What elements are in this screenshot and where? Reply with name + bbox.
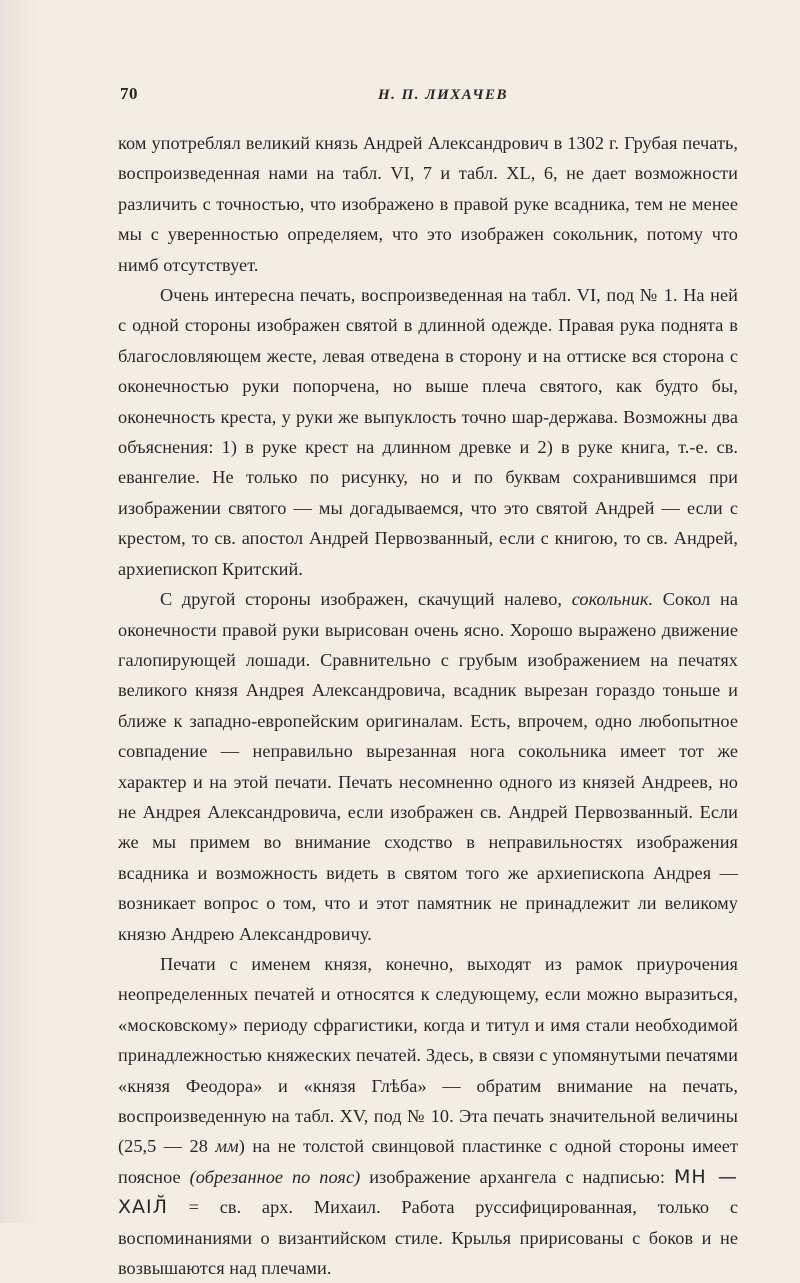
seal-inscription: МН — ХАІЛ̆ [118, 1165, 738, 1219]
paragraph-4-text-1: Печати с именем князя, конечно, выходят из рамок приурочения неопределенных печатей и относятся к следующему, если можно выразиться, «московскому» периоду сфрагистики, когда и титул и имя стали необходимой принадлежностью княжеских печатей. Здесь, в связи с упомянутыми печатями «князя Феодора» и «князя Глѣба» — обратим внимание на печать, воспроизведенную на табл. XV, под № 10. Эта печать значительной величины (25,5 — 28 [118, 953, 738, 1157]
page-number: 70 [120, 84, 138, 103]
paragraph-3-text-start: С другой стороны изображен, скачущий налево, [160, 589, 572, 610]
paragraph-1-text: ком употреблял великий князь Андрей Александрович в 1302 г. Грубая печать, воспроизведенная нами на табл. VI, 7 и табл. XL, 6, не дает возможности различить с точностью, что изображено в правой руке всадника, тем не менее мы с уверенностью определяем, что это изображен сокольник, потому что нимб отсутствует. [118, 133, 738, 275]
paragraph-2 [118, 280, 738, 584]
paragraph-4-text-2: ) на не толстой свинцовой пластинке с одной стороны имеет поясное [118, 1136, 738, 1187]
paragraph-4 [118, 949, 738, 1283]
running-title: Н. П. ЛИХАЧЕВ [377, 87, 509, 103]
paragraph-4-emphasis: (обрезанное по пояс) [189, 1166, 361, 1187]
body-text [118, 128, 738, 1283]
paragraph-1 [118, 128, 738, 280]
paragraph-2-text: Очень интересна печать, воспроизведенная на табл. VI, под № 1. На ней с одной стороны изображен святой в длинной одежде. Правая рука поднята в благословляющем жесте, левая отведена в сторону и на оттиске вся сторона с оконечностью руки попорчена, но выше плеча святого, как будто бы, оконечность креста, у руки же выпуклость точно шар-держава. Возможны два объяснения: 1) в руке крест на длинном древке и 2) в руке книга, т.-е. св. евангелие. Не только по рисунку, но и по буквам сохранившимся при изображении святого — мы догадываемся, что это святой Андрей — если с крестом, то св. апостол Андрей Первозванный, если с книгою, то св. Андрей, архиепископ Критский. [118, 285, 738, 579]
paragraph-4-unit: мм [215, 1136, 239, 1157]
paragraph-4-text-4: = св. арх. Михаил. Работа руссифицированная, только с воспоминаниями о византийском стиле. Крылья пририсованы с боков и не возвышаются над плечами. [118, 1197, 738, 1279]
paragraph-3-emphasis: сокольник. [571, 589, 654, 610]
paragraph-3 [118, 584, 738, 949]
paragraph-4-text-3: изображение архангела с надписью: [360, 1166, 674, 1187]
paragraph-3-text-end: Сокол на оконечности правой руки вырисован очень ясно. Хорошо выражено движение галопирующей лошади. Сравнительно с грубым изображением на печатях великого князя Андрея Александровича, всадник вырезан гораздо тоньше и ближе к западно-европейским оригиналам. Есть, впрочем, одно любопытное совпадение — неправильно вырезанная нога сокольника имеет тот же характер и на этой печати. Печать несомненно одного из князей Андреев, но не Андрея Александровича, если изображен св. Андрей Первозванный. Если же мы примем во внимание сходство в неправильностях изображения всадника и возможность видеть в святом того же архиепископа Андрея — возникает вопрос о том, что и этот памятник не принадлежит ли великому князю Андрею Александровичу. [118, 589, 738, 944]
page-header [118, 78, 738, 110]
